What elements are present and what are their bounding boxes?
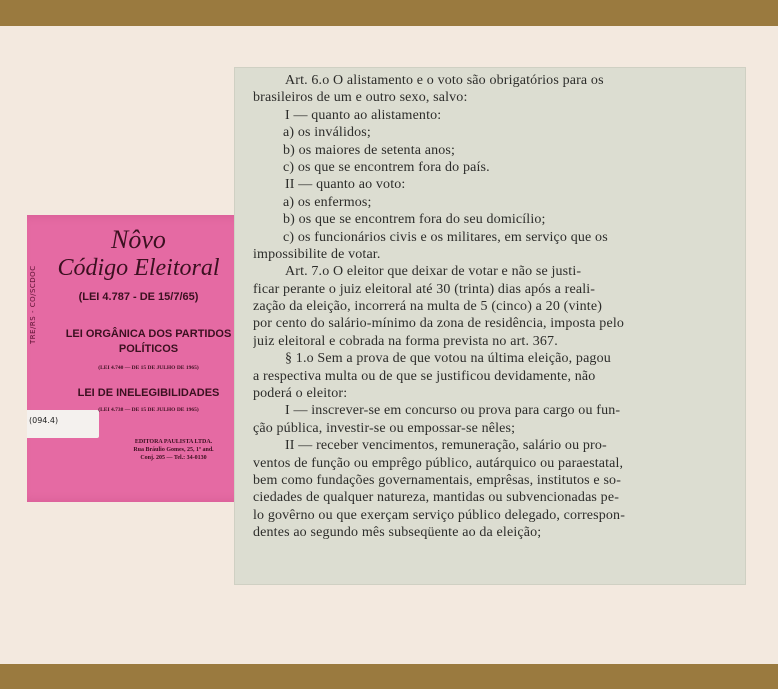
text-line: I — inscrever-se em concurso ou prova para cargo ou fun- <box>285 403 621 419</box>
text-line: a) os enfermos; <box>283 194 372 210</box>
publisher-contact: Conj. 205 — Tel.: 34-0130 <box>140 455 207 461</box>
text-line: Art. 7.o O eleitor que deixar de votar e não se justi- <box>285 264 582 280</box>
text-line: bem como fundações governamentais, emprêsas, institutos e so- <box>253 472 622 488</box>
text-line: ficar perante o juiz eleitoral até 30 (trinta) dias após a reali- <box>253 281 596 297</box>
bottom-band <box>0 664 778 689</box>
cover-title-line1: Nôvo <box>111 225 166 254</box>
text-line: ciedades de qualquer natureza, mantidas ou subvencionadas pe- <box>253 490 620 506</box>
text-line: ventos de função ou emprêgo público, autárquico ou paraestatal, <box>253 455 624 471</box>
cover-organic-law-ref: (LEI 4.740 — DE 15 DE JULHO DE 1965) <box>98 365 199 371</box>
text-line: dentes ao segundo mês subseqüente ao da eleição; <box>253 525 542 541</box>
text-line: juiz eleitoral e cobrada na forma prevista no art. 367. <box>253 333 558 349</box>
text-line: II — receber vencimentos, remuneração, salário ou pro- <box>285 438 607 454</box>
text-line: § 1.o Sem a prova de que votou na última eleição, pagou <box>285 351 611 367</box>
book-cover <box>27 215 250 502</box>
text-line: c) os que se encontrem fora do país. <box>283 159 490 175</box>
library-label: TRE/RS - CO/SCDOC <box>29 265 37 345</box>
text-line: lo govêrno ou que exerçam serviço público delegado, correspon- <box>253 507 626 523</box>
cover-ineligibility-law: LEI DE INELEGIBILIDADES <box>77 387 220 399</box>
text-line: a) os inválidos; <box>283 125 371 141</box>
text-line: Art. 6.o O alistamento e o voto são obrigatórios para os <box>285 73 604 88</box>
cover-publisher <box>101 438 246 462</box>
text-line: brasileiros de um e outro sexo, salvo: <box>253 90 468 106</box>
text-line: I — quanto ao alistamento: <box>285 107 442 123</box>
cover-ineligibility-law-ref: (LEI 4.738 — DE 15 DE JULHO DE 1965) <box>98 407 199 413</box>
cover-organic-law: LEI ORGÂNICA DOS PARTIDOS POLÍTICOS <box>65 328 232 355</box>
publisher-name: EDITORA PAULISTA LTDA. <box>134 439 213 445</box>
text-line: ção pública, investir-se ou empossar-se nêles; <box>253 420 516 436</box>
text-line: poderá o eleitor: <box>253 386 348 402</box>
text-line: por cento do salário-mínimo da zona de residência, imposta pelo <box>253 316 625 332</box>
cover-title-line2: Código Eleitoral <box>57 255 220 281</box>
call-number-sticker: (094.4) <box>27 410 99 438</box>
text-line: II — quanto ao voto: <box>285 177 406 193</box>
publisher-address: Rua Bráulio Gomes, 25, 1º and. <box>133 447 214 453</box>
text-line: c) os funcionários civis e os militares, em serviço que os <box>283 229 608 245</box>
text-line: b) os que se encontrem fora do seu domicílio; <box>283 212 546 228</box>
document-text <box>253 72 739 542</box>
text-line: a respectiva multa ou de que se justificou devidamente, não <box>253 368 596 384</box>
top-band <box>0 0 778 26</box>
cover-law-number: (LEI 4.787 - DE 15/7/65) <box>78 291 199 303</box>
text-line: impossibilite de votar. <box>253 246 381 262</box>
text-line: zação da eleição, incorrerá na multa de 5 (cinco) a 20 (vinte) <box>253 299 603 315</box>
text-line: b) os maiores de setenta anos; <box>283 142 456 158</box>
document-scan <box>235 68 745 584</box>
